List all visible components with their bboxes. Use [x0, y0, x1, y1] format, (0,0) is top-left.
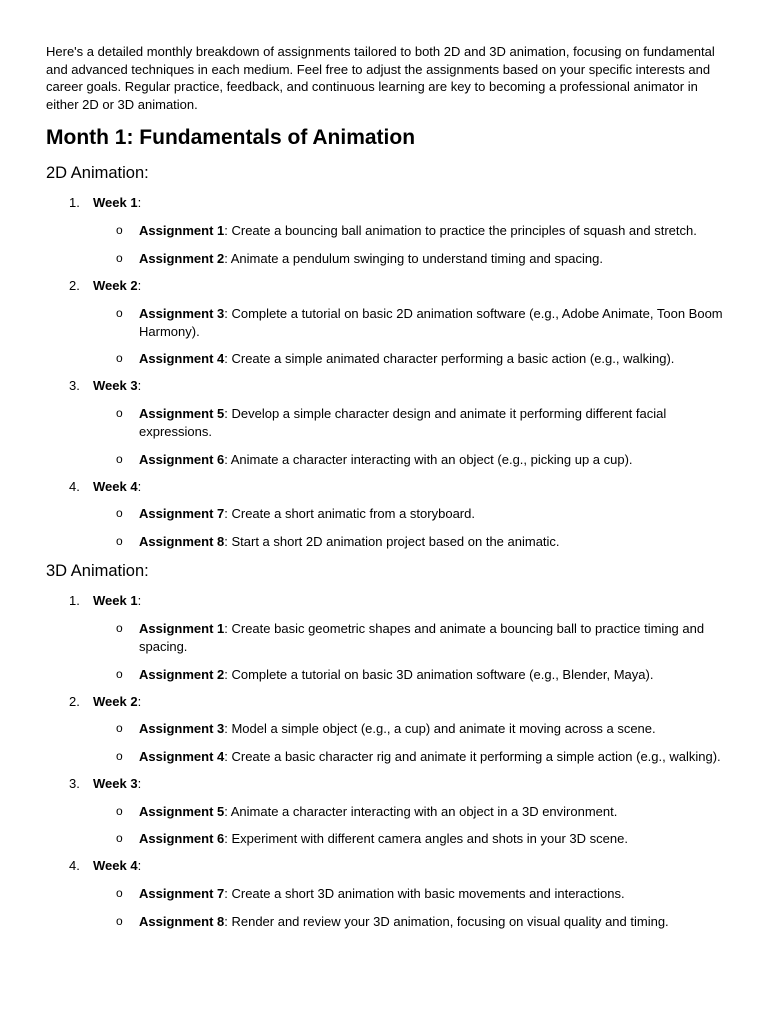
assignment-label: Assignment 7 [139, 886, 225, 901]
bullet-icon: o [116, 534, 123, 548]
week-colon: : [137, 195, 142, 210]
assignment-label: Assignment 8 [139, 914, 225, 929]
assignment-label: Assignment 3 [139, 306, 225, 321]
assignment-text: : Complete a tutorial on basic 2D animation software (e.g., Adobe Animate, Toon Boom Harmony). [139, 306, 723, 339]
week-label: Week 4 [93, 858, 138, 873]
assignment-label: Assignment 4 [139, 749, 225, 764]
assignment-text: : Develop a simple character design and animate it performing different facial expressions. [139, 406, 667, 439]
bullet-icon: o [116, 452, 123, 466]
week-colon: : [137, 776, 142, 791]
week-colon: : [137, 378, 142, 393]
assignment-text: : Model a simple object (e.g., a cup) and animate it moving across a scene. [224, 721, 656, 736]
assignment-text: : Experiment with different camera angles and shots in your 3D scene. [224, 831, 628, 846]
intro-paragraph: Here's a detailed monthly breakdown of assignments tailored to both 2D and 3D animation, focusing on fundamental and advanced techniques in each medium. Feel free to adjust the assignments based on your specific interests and career goals. Regular practice, feedback, and continuous learning are key to becoming a professional animator in either 2D or 3D animation. [46, 44, 715, 112]
assignment-label: Assignment 8 [139, 534, 225, 549]
list-number: 4. [69, 479, 80, 494]
bullet-icon: o [116, 721, 123, 735]
week-colon: : [137, 278, 142, 293]
list-number: 3. [69, 776, 80, 791]
week-colon: : [137, 593, 142, 608]
assignment-label: Assignment 3 [139, 721, 225, 736]
assignment-text: : Start a short 2D animation project based on the animatic. [224, 534, 560, 549]
section-heading-3d: 3D Animation: [46, 562, 149, 580]
list-number: 3. [69, 378, 80, 393]
assignment-text: : Create a simple animated character performing a basic action (e.g., walking). [224, 351, 675, 366]
week-label: Week 3 [93, 378, 138, 393]
bullet-icon: o [116, 667, 123, 681]
assignment-label: Assignment 5 [139, 804, 225, 819]
week-colon: : [137, 479, 142, 494]
bullet-icon: o [116, 621, 123, 635]
week-label: Week 4 [93, 479, 138, 494]
assignment-label: Assignment 1 [139, 621, 225, 636]
bullet-icon: o [116, 804, 123, 818]
list-number: 4. [69, 858, 80, 873]
month-1-title: Month 1: Fundamentals of Animation [46, 126, 416, 149]
bullet-icon: o [116, 306, 123, 320]
week-label: Week 1 [93, 593, 138, 608]
bullet-icon: o [116, 351, 123, 365]
assignment-text: : Complete a tutorial on basic 3D animation software (e.g., Blender, Maya). [224, 667, 654, 682]
assignment-text: : Render and review your 3D animation, focusing on visual quality and timing. [224, 914, 669, 929]
week-label: Week 2 [93, 278, 138, 293]
bullet-icon: o [116, 251, 123, 265]
assignment-text: : Create a bouncing ball animation to practice the principles of squash and stretch. [224, 223, 697, 238]
list-number: 2. [69, 278, 80, 293]
assignment-text: : Create basic geometric shapes and animate a bouncing ball to practice timing and spacing. [139, 621, 705, 654]
week-label: Week 3 [93, 776, 138, 791]
assignment-label: Assignment 6 [139, 831, 225, 846]
bullet-icon: o [116, 914, 123, 928]
week-colon: : [137, 694, 142, 709]
assignment-text: : Animate a character interacting with an object in a 3D environment. [224, 804, 618, 819]
assignment-label: Assignment 5 [139, 406, 225, 421]
week-label: Week 2 [93, 694, 138, 709]
assignment-label: Assignment 1 [139, 223, 225, 238]
week-label: Week 1 [93, 195, 138, 210]
assignment-text: : Animate a character interacting with an object (e.g., picking up a cup). [224, 452, 633, 467]
section-heading-2d: 2D Animation: [46, 164, 149, 182]
assignment-label: Assignment 6 [139, 452, 225, 467]
assignment-text: : Animate a pendulum swinging to understand timing and spacing. [224, 251, 603, 266]
bullet-icon: o [116, 886, 123, 900]
assignment-label: Assignment 2 [139, 251, 225, 266]
assignment-label: Assignment 7 [139, 506, 225, 521]
assignment-text: : Create a basic character rig and animate it performing a simple action (e.g., walking). [224, 749, 721, 764]
week-colon: : [137, 858, 142, 873]
assignment-label: Assignment 2 [139, 667, 225, 682]
list-number: 1. [69, 195, 80, 210]
bullet-icon: o [116, 223, 123, 237]
bullet-icon: o [116, 406, 123, 420]
bullet-icon: o [116, 749, 123, 763]
list-number: 2. [69, 694, 80, 709]
list-number: 1. [69, 593, 80, 608]
bullet-icon: o [116, 831, 123, 845]
assignment-text: : Create a short 3D animation with basic movements and interactions. [224, 886, 625, 901]
assignment-text: : Create a short animatic from a storyboard. [224, 506, 475, 521]
assignment-label: Assignment 4 [139, 351, 225, 366]
bullet-icon: o [116, 506, 123, 520]
